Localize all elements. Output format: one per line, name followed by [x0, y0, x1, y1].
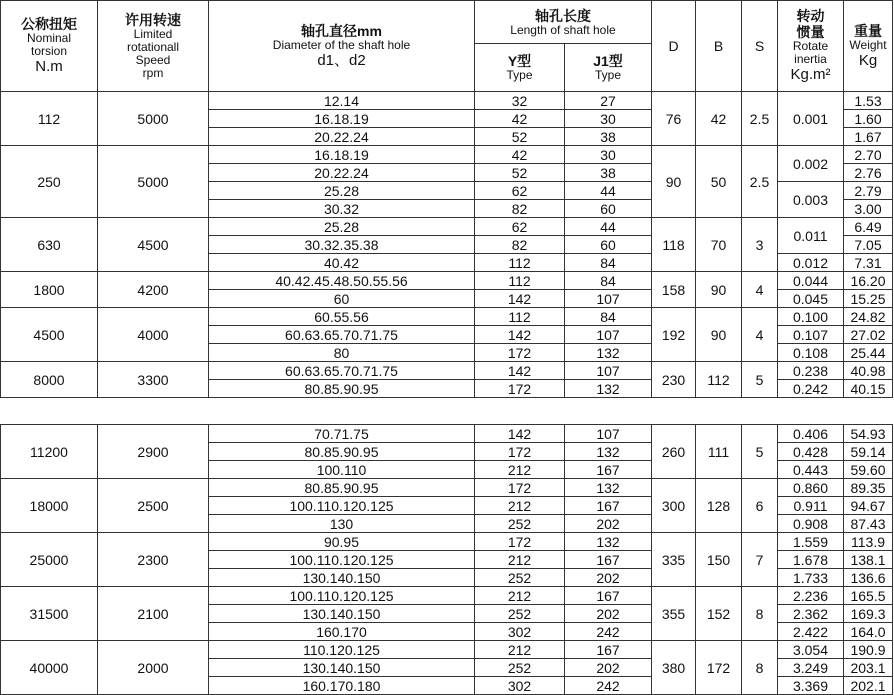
weight-cell: 2.70: [844, 146, 893, 164]
y-length-cell: 172: [475, 443, 565, 461]
header-weight-unit: Kg: [858, 51, 878, 69]
j1-length-cell: 84: [565, 308, 652, 326]
header-torsion-unit: N.m: [35, 58, 63, 75]
diameter-cell: 60.63.65.70.71.75: [209, 362, 475, 380]
y-length-cell: 252: [475, 515, 565, 533]
y-length-cell: 142: [475, 290, 565, 308]
j1-length-cell: 167: [565, 551, 652, 569]
header-s: S: [742, 1, 778, 92]
header-weight-en: Weight: [849, 37, 887, 52]
diameter-cell: 100.110: [209, 461, 475, 479]
inertia-cell: 0.428: [778, 443, 844, 461]
inertia-cell: 1.678: [778, 551, 844, 569]
diameter-cell: 60.63.65.70.71.75: [209, 326, 475, 344]
diameter-cell: 160.170.180: [209, 677, 475, 695]
table-row: [1, 272, 893, 290]
j1-length-cell: 27: [565, 92, 652, 110]
speed-cell: 2900: [98, 425, 209, 479]
y-length-cell: 212: [475, 497, 565, 515]
j1-length-cell: 167: [565, 587, 652, 605]
diameter-cell: 16.18.19: [209, 146, 475, 164]
weight-cell: 16.20: [844, 272, 893, 290]
torsion-cell: 40000: [1, 641, 98, 695]
weight-cell: 54.93: [844, 425, 893, 443]
j1-length-cell: 107: [565, 326, 652, 344]
table-row: [1, 362, 893, 380]
header-inertia-en2: inertia: [794, 52, 827, 66]
header-speed-unit: rpm: [142, 66, 164, 80]
weight-cell: 87.43: [844, 515, 893, 533]
weight-cell: 202.1: [844, 677, 893, 695]
d-cell: 230: [652, 362, 696, 398]
header-y-type-en: Type: [506, 68, 533, 82]
inertia-cell: 0.011: [778, 218, 844, 254]
j1-length-cell: 107: [565, 362, 652, 380]
header-b: B: [696, 1, 742, 92]
y-length-cell: 172: [475, 380, 565, 398]
weight-cell: 40.15: [844, 380, 893, 398]
j1-length-cell: 38: [565, 164, 652, 182]
diameter-cell: 100.110.120.125: [209, 497, 475, 515]
y-length-cell: 172: [475, 533, 565, 551]
inertia-cell: 2.236: [778, 587, 844, 605]
weight-cell: 1.53: [844, 92, 893, 110]
header-length-zh: 轴孔长度: [535, 7, 591, 24]
header-y-type-zh: Y型: [507, 53, 532, 69]
inertia-cell: 0.108: [778, 344, 844, 362]
diameter-cell: 25.28: [209, 182, 475, 200]
inertia-cell: 0.001: [778, 92, 844, 146]
y-length-cell: 302: [475, 677, 565, 695]
weight-cell: 138.1: [844, 551, 893, 569]
header-inertia: [778, 1, 844, 92]
s-cell: 5: [742, 362, 778, 398]
torsion-cell: 8000: [1, 362, 98, 398]
weight-cell: 1.60: [844, 110, 893, 128]
y-length-cell: 82: [475, 200, 565, 218]
header-length: [475, 1, 652, 44]
torsion-cell: 4500: [1, 308, 98, 362]
diameter-cell: 30.32.35.38: [209, 236, 475, 254]
inertia-cell: 1.733: [778, 569, 844, 587]
diameter-cell: 130.140.150: [209, 569, 475, 587]
inertia-cell: 3.054: [778, 641, 844, 659]
table-row: [1, 146, 893, 164]
inertia-cell: 0.908: [778, 515, 844, 533]
d-cell: 192: [652, 308, 696, 362]
inertia-cell: 0.045: [778, 290, 844, 308]
diameter-cell: 12.14: [209, 92, 475, 110]
weight-cell: 27.02: [844, 326, 893, 344]
header-inertia-en1: Rotate: [792, 39, 829, 53]
table-row: [1, 308, 893, 326]
header-speed-en1: Limited: [133, 27, 173, 41]
header-torsion-en1: Nominal: [26, 31, 71, 45]
d-cell: 355: [652, 587, 696, 641]
inertia-cell: 0.406: [778, 425, 844, 443]
inertia-cell: 0.002: [778, 146, 844, 182]
header-speed-zh: 许用转速: [125, 12, 181, 28]
header-weight: [844, 1, 893, 92]
s-cell: 4: [742, 272, 778, 308]
speed-cell: 2100: [98, 587, 209, 641]
b-cell: 90: [696, 272, 742, 308]
header-speed-en3: Speed: [135, 53, 171, 67]
weight-cell: 89.35: [844, 479, 893, 497]
weight-cell: 190.9: [844, 641, 893, 659]
b-cell: 42: [696, 92, 742, 146]
header-diameter-zh: 轴孔直径mm: [301, 22, 382, 39]
torsion-cell: 11200: [1, 425, 98, 479]
inertia-cell: 0.044: [778, 272, 844, 290]
speed-cell: 2000: [98, 641, 209, 695]
weight-cell: 165.5: [844, 587, 893, 605]
diameter-cell: 130.140.150: [209, 605, 475, 623]
torsion-cell: 112: [1, 92, 98, 146]
s-cell: 8: [742, 641, 778, 695]
diameter-cell: 100.110.120.125: [209, 551, 475, 569]
s-cell: 2.5: [742, 146, 778, 218]
j1-length-cell: 60: [565, 200, 652, 218]
j1-length-cell: 107: [565, 290, 652, 308]
diameter-cell: 80.85.90.95: [209, 479, 475, 497]
j1-length-cell: 132: [565, 533, 652, 551]
b-cell: 152: [696, 587, 742, 641]
y-length-cell: 252: [475, 659, 565, 677]
inertia-cell: 2.422: [778, 623, 844, 641]
diameter-cell: 80.85.90.95: [209, 380, 475, 398]
y-length-cell: 62: [475, 182, 565, 200]
j1-length-cell: 132: [565, 344, 652, 362]
j1-length-cell: 242: [565, 677, 652, 695]
d-cell: 90: [652, 146, 696, 218]
b-cell: 90: [696, 308, 742, 362]
s-cell: 5: [742, 425, 778, 479]
j1-length-cell: 167: [565, 461, 652, 479]
j1-length-cell: 30: [565, 110, 652, 128]
d-cell: 380: [652, 641, 696, 695]
inertia-cell: 0.107: [778, 326, 844, 344]
y-length-cell: 172: [475, 479, 565, 497]
y-length-cell: 142: [475, 425, 565, 443]
inertia-cell: 0.012: [778, 254, 844, 272]
table-row: [1, 425, 893, 443]
header-j1-type: [565, 44, 652, 92]
inertia-cell: 0.911: [778, 497, 844, 515]
inertia-cell: 2.362: [778, 605, 844, 623]
b-cell: 111: [696, 425, 742, 479]
diameter-cell: 130: [209, 515, 475, 533]
inertia-cell: 0.242: [778, 380, 844, 398]
y-length-cell: 142: [475, 362, 565, 380]
weight-cell: 113.9: [844, 533, 893, 551]
diameter-cell: 160.170: [209, 623, 475, 641]
table-row: [1, 533, 893, 551]
y-length-cell: 142: [475, 326, 565, 344]
j1-length-cell: 44: [565, 182, 652, 200]
diameter-cell: 40.42.45.48.50.55.56: [209, 272, 475, 290]
y-length-cell: 252: [475, 569, 565, 587]
inertia-cell: 0.003: [778, 182, 844, 218]
j1-length-cell: 107: [565, 425, 652, 443]
y-length-cell: 112: [475, 308, 565, 326]
weight-cell: 25.44: [844, 344, 893, 362]
weight-cell: 2.76: [844, 164, 893, 182]
diameter-cell: 100.110.120.125: [209, 587, 475, 605]
speed-cell: 3300: [98, 362, 209, 398]
weight-cell: 40.98: [844, 362, 893, 380]
s-cell: 8: [742, 587, 778, 641]
speed-cell: 4500: [98, 218, 209, 272]
diameter-cell: 130.140.150: [209, 659, 475, 677]
header-inertia-unit: Kg.m²: [790, 66, 831, 83]
diameter-cell: 70.71.75: [209, 425, 475, 443]
weight-cell: 7.31: [844, 254, 893, 272]
y-length-cell: 212: [475, 551, 565, 569]
j1-length-cell: 202: [565, 659, 652, 677]
b-cell: 50: [696, 146, 742, 218]
torsion-cell: 25000: [1, 533, 98, 587]
j1-length-cell: 60: [565, 236, 652, 254]
header-diameter-en: Diameter of the shaft hole: [272, 37, 411, 52]
d-cell: 260: [652, 425, 696, 479]
j1-length-cell: 202: [565, 605, 652, 623]
diameter-cell: 60.55.56: [209, 308, 475, 326]
torsion-cell: 1800: [1, 272, 98, 308]
table-row: [1, 92, 893, 110]
y-length-cell: 82: [475, 236, 565, 254]
s-cell: 7: [742, 533, 778, 587]
spec-table-bottom: [0, 424, 893, 695]
weight-cell: 24.82: [844, 308, 893, 326]
weight-cell: 164.0: [844, 623, 893, 641]
y-length-cell: 42: [475, 146, 565, 164]
diameter-cell: 30.32: [209, 200, 475, 218]
d-cell: 300: [652, 479, 696, 533]
diameter-cell: 110.120.125: [209, 641, 475, 659]
y-length-cell: 42: [475, 110, 565, 128]
weight-cell: 2.79: [844, 182, 893, 200]
d-cell: 158: [652, 272, 696, 308]
diameter-cell: 80: [209, 344, 475, 362]
inertia-cell: 0.100: [778, 308, 844, 326]
torsion-cell: 18000: [1, 479, 98, 533]
inertia-cell: 3.369: [778, 677, 844, 695]
y-length-cell: 302: [475, 623, 565, 641]
j1-length-cell: 44: [565, 218, 652, 236]
header-j1-type-zh: J1型: [593, 53, 623, 69]
y-length-cell: 172: [475, 344, 565, 362]
inertia-cell: 3.249: [778, 659, 844, 677]
y-length-cell: 112: [475, 272, 565, 290]
header-speed: [98, 1, 209, 92]
diameter-cell: 25.28: [209, 218, 475, 236]
b-cell: 112: [696, 362, 742, 398]
s-cell: 6: [742, 479, 778, 533]
speed-cell: 5000: [98, 92, 209, 146]
header-j1-type-en: Type: [594, 68, 621, 82]
b-cell: 70: [696, 218, 742, 272]
j1-length-cell: 132: [565, 380, 652, 398]
diameter-cell: 80.85.90.95: [209, 443, 475, 461]
y-length-cell: 252: [475, 605, 565, 623]
j1-length-cell: 84: [565, 254, 652, 272]
j1-length-cell: 84: [565, 272, 652, 290]
torsion-cell: 31500: [1, 587, 98, 641]
s-cell: 2.5: [742, 92, 778, 146]
y-length-cell: 52: [475, 128, 565, 146]
header-d: D: [652, 1, 696, 92]
header-torsion-zh: 公称扭矩: [21, 16, 77, 32]
diameter-cell: 40.42: [209, 254, 475, 272]
weight-cell: 136.6: [844, 569, 893, 587]
b-cell: 128: [696, 479, 742, 533]
j1-length-cell: 242: [565, 623, 652, 641]
header-torsion: [1, 1, 98, 92]
diameter-cell: 20.22.24: [209, 128, 475, 146]
y-length-cell: 112: [475, 254, 565, 272]
speed-cell: 4000: [98, 308, 209, 362]
y-length-cell: 52: [475, 164, 565, 182]
inertia-cell: 1.559: [778, 533, 844, 551]
s-cell: 3: [742, 218, 778, 272]
weight-cell: 15.25: [844, 290, 893, 308]
table-row: [1, 587, 893, 605]
header-torsion-en2: torsion: [30, 44, 68, 58]
weight-cell: 7.05: [844, 236, 893, 254]
j1-length-cell: 132: [565, 479, 652, 497]
speed-cell: 2300: [98, 533, 209, 587]
d-cell: 76: [652, 92, 696, 146]
inertia-cell: 0.238: [778, 362, 844, 380]
speed-cell: 4200: [98, 272, 209, 308]
weight-cell: 59.14: [844, 443, 893, 461]
table-row: [1, 641, 893, 659]
y-length-cell: 212: [475, 461, 565, 479]
weight-cell: 59.60: [844, 461, 893, 479]
d-cell: 335: [652, 533, 696, 587]
j1-length-cell: 30: [565, 146, 652, 164]
diameter-cell: 90.95: [209, 533, 475, 551]
weight-cell: 1.67: [844, 128, 893, 146]
y-length-cell: 212: [475, 641, 565, 659]
y-length-cell: 212: [475, 587, 565, 605]
y-length-cell: 32: [475, 92, 565, 110]
speed-cell: 2500: [98, 479, 209, 533]
header-y-type: [475, 44, 565, 92]
weight-cell: 94.67: [844, 497, 893, 515]
j1-length-cell: 132: [565, 443, 652, 461]
diameter-cell: 16.18.19: [209, 110, 475, 128]
weight-cell: 6.49: [844, 218, 893, 236]
inertia-cell: 0.443: [778, 461, 844, 479]
j1-length-cell: 202: [565, 515, 652, 533]
header-inertia-zh1: 转动: [796, 8, 825, 24]
s-cell: 4: [742, 308, 778, 362]
header-weight-zh: 重量: [854, 22, 882, 39]
d-cell: 118: [652, 218, 696, 272]
weight-cell: 3.00: [844, 200, 893, 218]
header-diameter: [209, 1, 475, 92]
table-row: [1, 218, 893, 236]
header-speed-en2: rotationall: [126, 40, 180, 54]
header-inertia-zh2: 惯量: [796, 24, 825, 40]
torsion-cell: 630: [1, 218, 98, 272]
header-diameter-sym: d1、d2: [317, 51, 366, 69]
j1-length-cell: 167: [565, 641, 652, 659]
speed-cell: 5000: [98, 146, 209, 218]
j1-length-cell: 38: [565, 128, 652, 146]
header-length-en: Length of shaft hole: [510, 22, 616, 37]
diameter-cell: 60: [209, 290, 475, 308]
inertia-cell: 0.860: [778, 479, 844, 497]
b-cell: 172: [696, 641, 742, 695]
diameter-cell: 20.22.24: [209, 164, 475, 182]
weight-cell: 203.1: [844, 659, 893, 677]
j1-length-cell: 202: [565, 569, 652, 587]
weight-cell: 169.3: [844, 605, 893, 623]
b-cell: 150: [696, 533, 742, 587]
torsion-cell: 250: [1, 146, 98, 218]
y-length-cell: 62: [475, 218, 565, 236]
j1-length-cell: 167: [565, 497, 652, 515]
table-row: [1, 479, 893, 497]
